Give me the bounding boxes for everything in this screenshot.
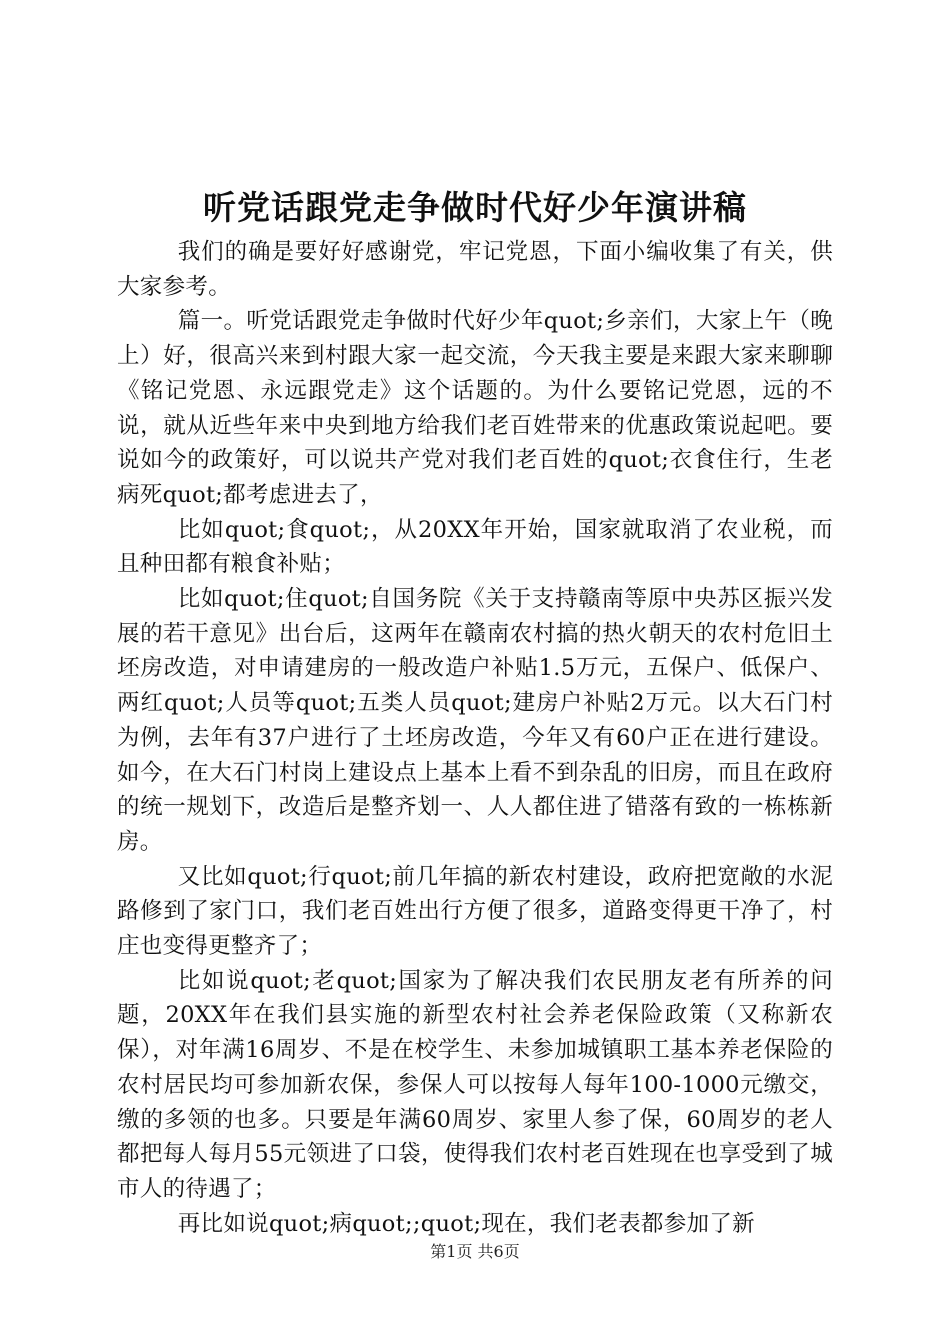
paragraph-transport: 又比如quot;行quot;前几年搞的新农村建设，政府把宽敞的水泥路修到了家门口，我们老百姓出行方便了很多，道路变得更干净了，村庄也变得更整齐了；	[117, 863, 833, 960]
paragraph-illness: 再比如说quot;病quot;;quot;现在，我们老表都参加了新	[177, 1210, 755, 1237]
document-title: 听党话跟党走争做时代好少年演讲稿	[203, 188, 747, 227]
page-number: 第1页 共6页	[430, 1242, 520, 1261]
paragraph-section-one: 篇一。听党话跟党走争做时代好少年quot;乡亲们，大家上午（晚上）好，很高兴来到村跟大家一起交流，今天我主要是来跟大家来聊聊《铭记党恩、永远跟党走》这个话题的。为什么要铭记党恩，远的不说，就从近些年来中央到地方给我们老百姓带来的优惠政策说起吧。要说如今的政策好，可以说共产党对我们老百姓的quot;衣食住行，生老病死quot;都考虑进去了，	[117, 308, 833, 508]
paragraph-housing: 比如quot;住quot;自国务院《关于支持赣南等原中央苏区振兴发展的若干意见》出台后，这两年在赣南农村搞的热火朝天的农村危旧土坯房改造，对申请建房的一般改造户补贴1.5万元，五保户、低保户、两红quot;人员等quot;五类人员quot;建房户补贴2万元。以大石门村为例，去年有37户进行了土坯房改造，今年又有60户正在进行建设。如今，在大石门村岗上建设点上基本上看不到杂乱的旧房，而且在政府的统一规划下，改造后是整齐划一、人人都住进了错落有致的一栋栋新房。	[117, 586, 833, 855]
paragraph-intro: 我们的确是要好好感谢党，牢记党恩，下面小编收集了有关，供大家参考。	[117, 239, 833, 300]
document-body	[117, 235, 833, 1241]
paragraph-food: 比如quot;食quot;，从20XX年开始，国家就取消了农业税，而且种田都有粮食补贴；	[117, 516, 833, 578]
paragraph-elderly: 比如说quot;老quot;国家为了解决我们农民朋友老有所养的问题，20XX年在我们县实施的新型农村社会养老保险政策（又称新农保），对年满16周岁、不是在校学生、未参加城镇职工基本养老保险的农村居民均可参加新农保，参保人可以按每人每年100-1000元缴交，缴的多领的也多。只要是年满60周岁、家里人参了保，60周岁的老人都把每人每月55元领进了口袋，使得我们农村老百姓现在也享受到了城市人的待遇了；	[117, 967, 833, 1202]
